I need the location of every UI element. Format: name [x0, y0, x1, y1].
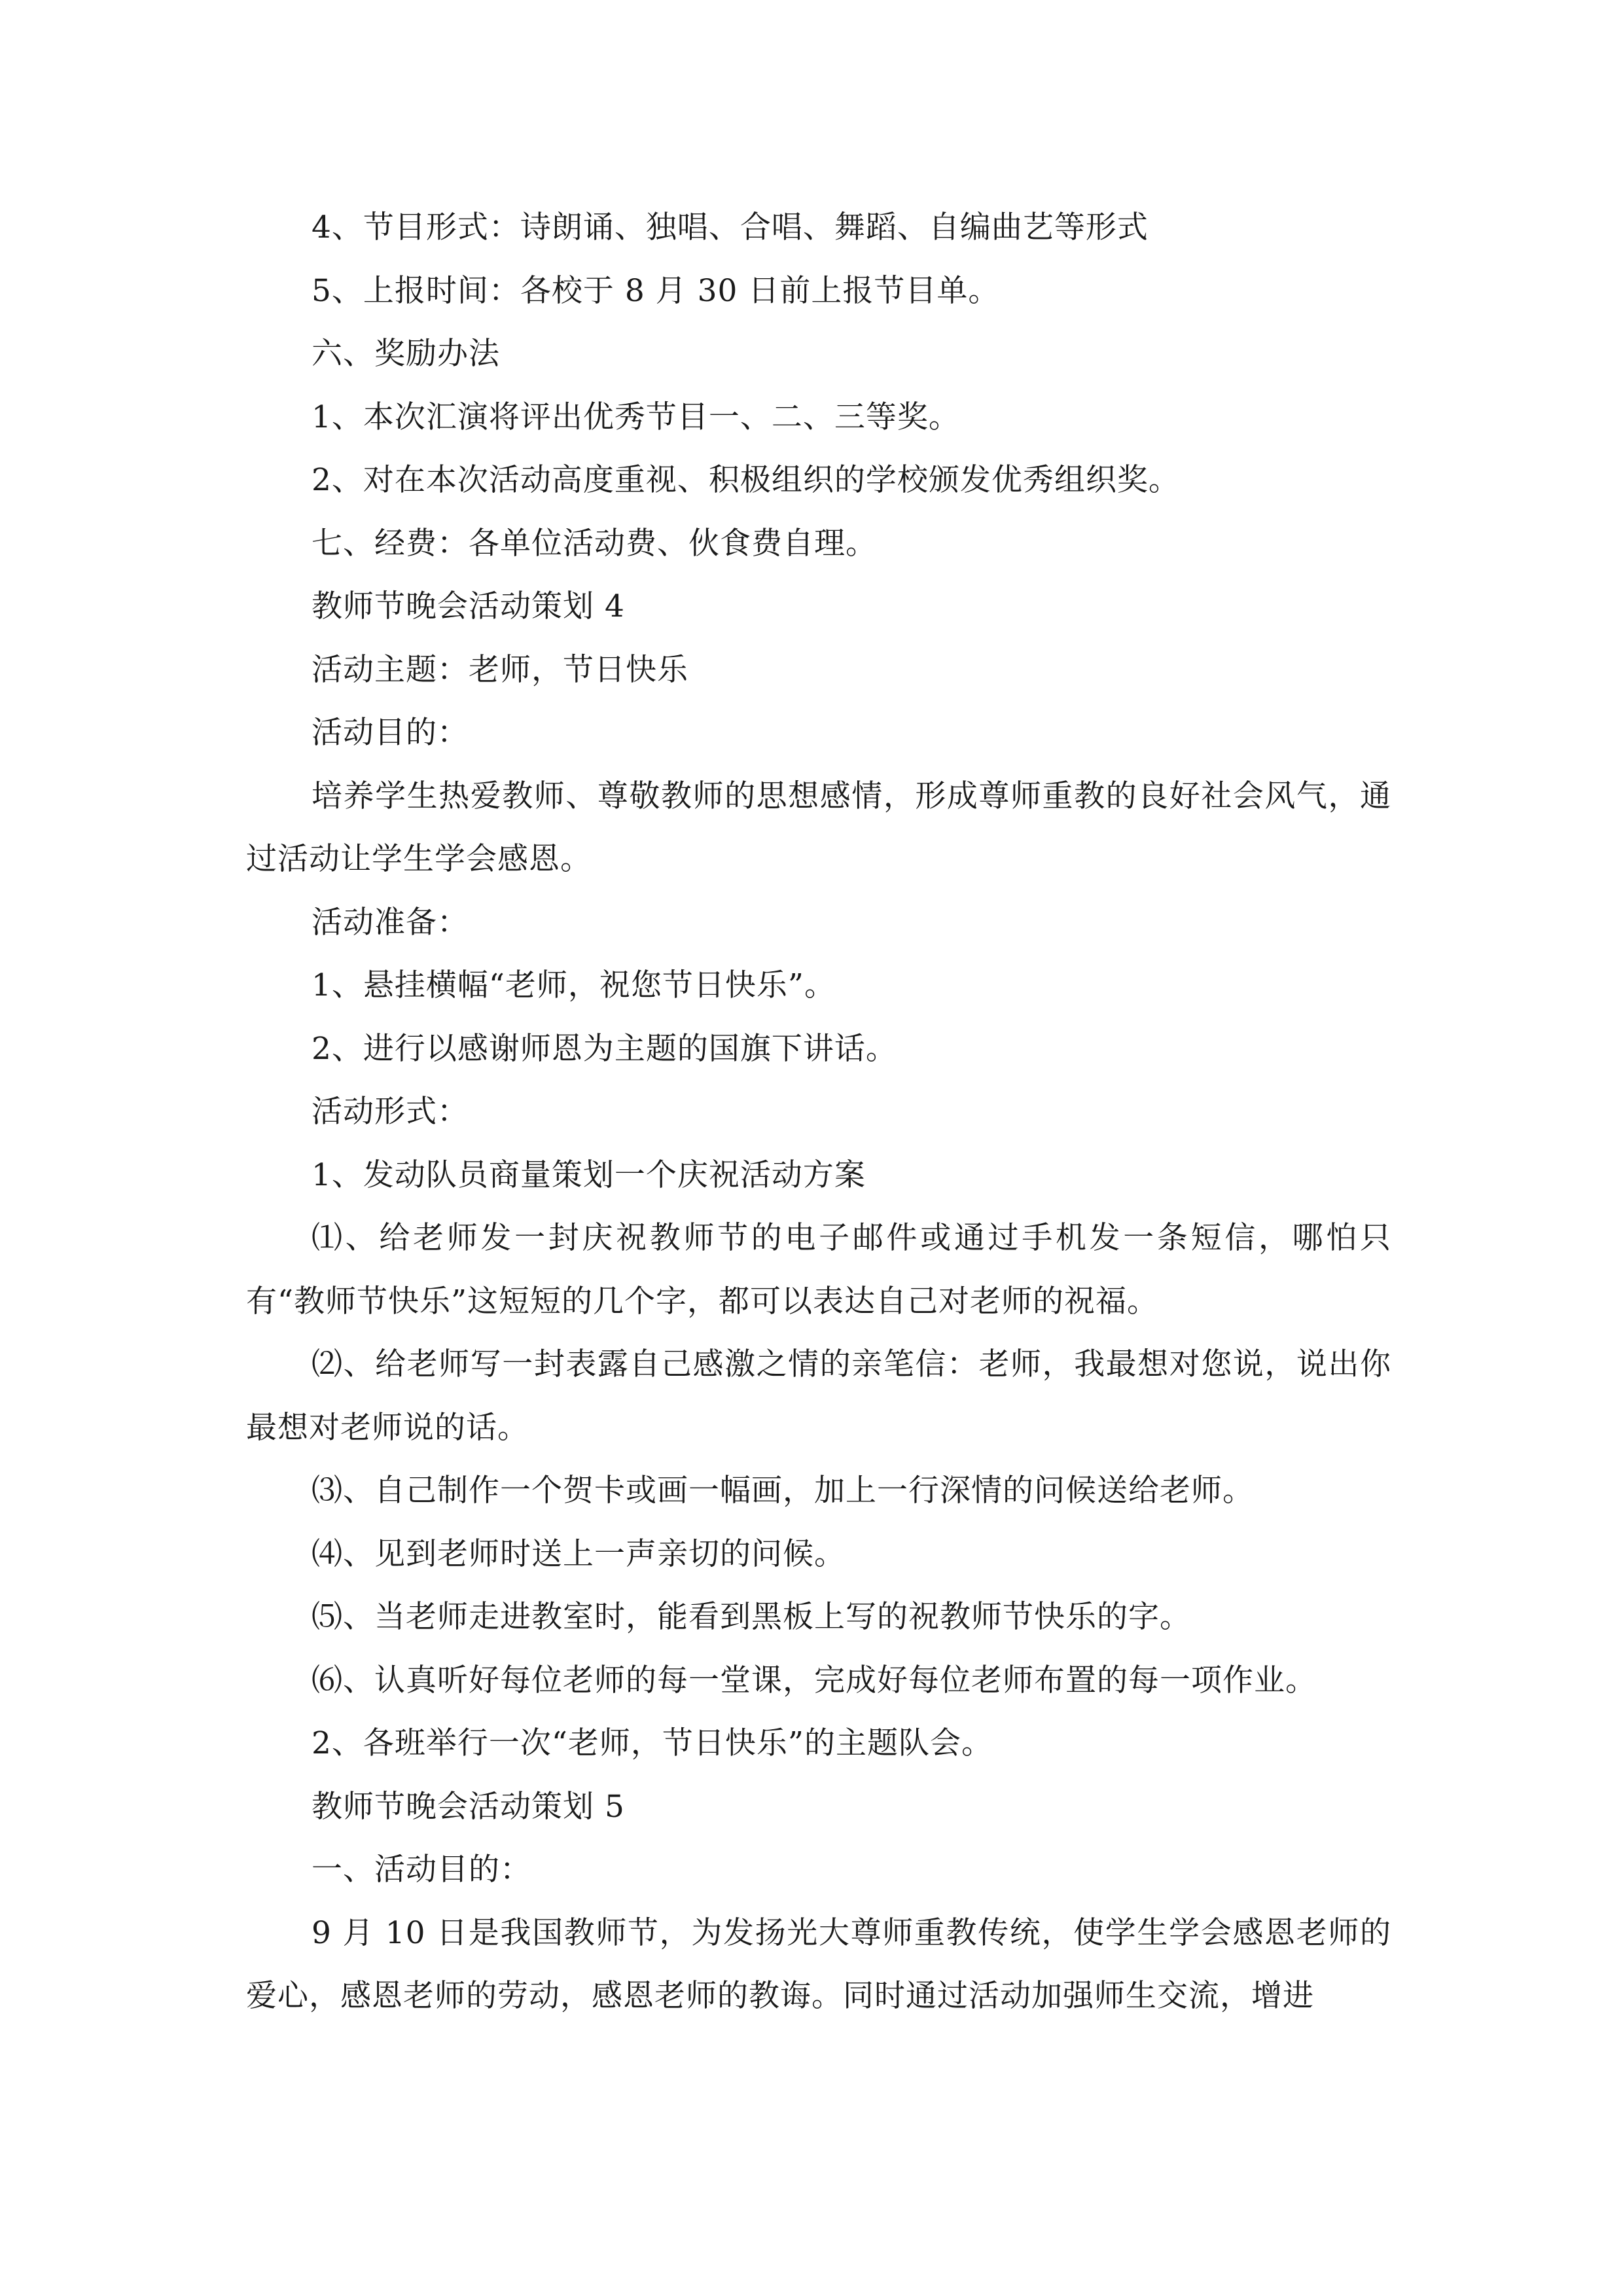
paragraph: ⑸、当老师走进教室时，能看到黑板上写的祝教师节快乐的字。: [312, 1599, 1191, 1635]
section-heading: 七、经费：各单位活动费、伙食费自理。: [312, 525, 877, 562]
document-body: [246, 196, 1391, 2028]
paragraph: 2、各班举行一次“老师，节日快乐”的主题队会。: [312, 1725, 993, 1761]
section-heading: 一、活动目的：: [312, 1852, 531, 1888]
paragraph: 培养学生热爱教师、尊敬教师的思想感情，形成尊师重教的良好社会风气，通过活动让学生学会感恩。: [246, 778, 1391, 877]
paragraph: 1、发动队员商量策划一个庆祝活动方案: [312, 1157, 866, 1193]
paragraph: 9 月 10 日是我国教师节，为发扬光大尊师重教传统，使学生学会感恩老师的爱心，感恩老师的劳动，感恩老师的教诲。同时通过活动加强师生交流，增进: [246, 1914, 1391, 2014]
section-heading: 六、奖励办法: [312, 336, 500, 372]
paragraph: ⑶、自己制作一个贺卡或画一幅画，加上一行深情的问候送给老师。: [312, 1473, 1254, 1509]
paragraph: 2、对在本次活动高度重视、积极组织的学校颁发优秀组织奖。: [312, 462, 1180, 498]
paragraph: 活动主题：老师，节日快乐: [312, 651, 688, 688]
paragraph: 活动目的：: [312, 715, 469, 751]
paragraph: 1、悬挂横幅“老师，祝您节日快乐”。: [312, 967, 836, 1003]
paragraph: 5、上报时间：各校于 8 月 30 日前上报节目单。: [312, 272, 1000, 309]
plan-title: 教师节晚会活动策划 5: [312, 1788, 625, 1825]
paragraph: ⑷、见到老师时送上一声亲切的问候。: [312, 1535, 846, 1572]
plan-title: 教师节晚会活动策划 4: [312, 588, 625, 624]
paragraph: 4、节目形式：诗朗诵、独唱、合唱、舞蹈、自编曲艺等形式: [312, 209, 1149, 245]
paragraph: 1、本次汇演将评出优秀节目一、二、三等奖。: [312, 399, 960, 435]
paragraph: 2、进行以感谢师恩为主题的国旗下讲话。: [312, 1030, 897, 1067]
paragraph: ⑴、给老师发一封庆祝教师节的电子邮件或通过手机发一条短信，哪怕只有“教师节快乐”这短短的几个字，都可以表达自己对老师的祝福。: [246, 1220, 1391, 1319]
paragraph: 活动形式：: [312, 1094, 469, 1130]
paragraph: ⑹、认真听好每位老师的每一堂课，完成好每位老师布置的每一项作业。: [312, 1662, 1317, 1698]
paragraph: 活动准备：: [312, 904, 469, 941]
paragraph: ⑵、给老师写一封表露自己感激之情的亲笔信：老师，我最想对您说，说出你最想对老师说的话。: [246, 1346, 1391, 1446]
